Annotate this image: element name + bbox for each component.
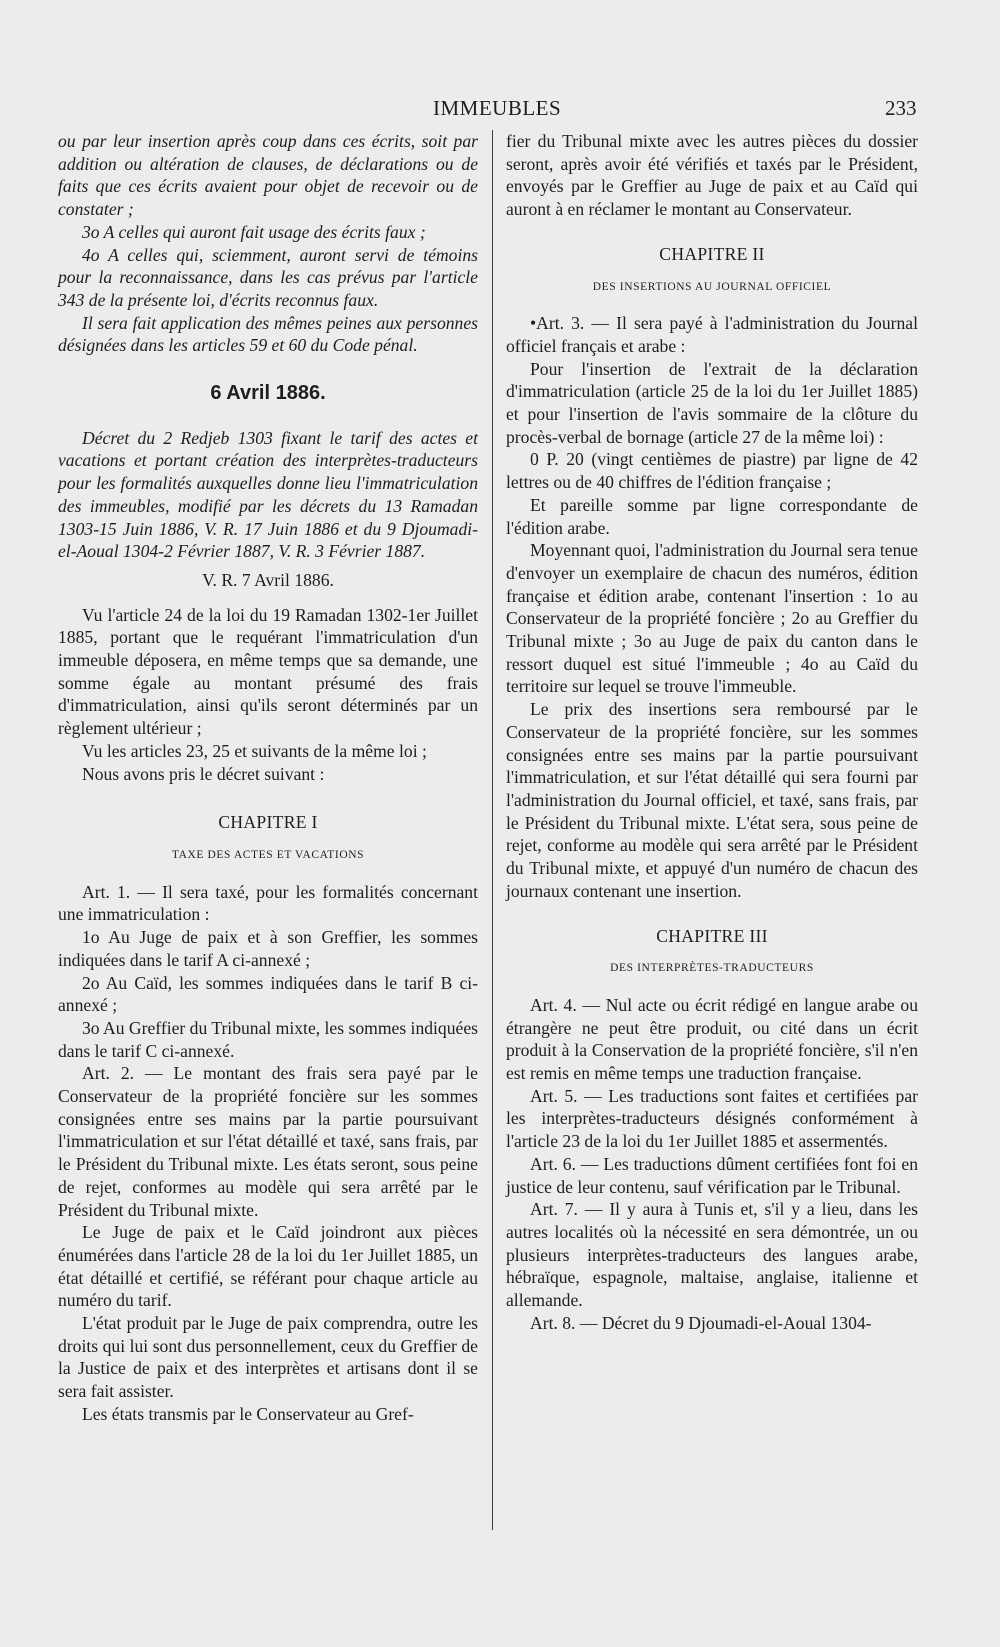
running-head — [0, 96, 1000, 126]
chapter-subtitle: DES INTERPRÈTES-TRADUCTEURS — [610, 962, 814, 975]
chapter-title: CHAPITRE III — [656, 925, 768, 946]
chapter-title: CHAPITRE II — [659, 243, 765, 264]
paragraph: Vu les articles 23, 25 et suivants de la même loi ; — [82, 740, 427, 761]
paragraph: 3o A celles qui auront fait usage des écrits faux ; — [82, 221, 426, 242]
article-paragraph: Art. 4. — Nul acte ou écrit rédigé en langue arabe ou étrangère ne peut être produit, ou cité dans un écrit produit à la Conservation de la propriété foncière, s'il n'en est remis en même temps une traduction française. — [506, 994, 918, 1084]
vr-reference: V. R. 7 Avril 1886. — [202, 569, 334, 590]
paragraph: 2o Au Caïd, les sommes indiquées dans le tarif B ci-annexé ; — [58, 972, 478, 1016]
paragraph: Le prix des insertions sera remboursé par le Conservateur de la propriété foncière, sur les sommes consignées entre ses mains par la partie poursuivant l'immatriculation, et sur l'état détaillé qui sera fourni par l'administration du Journal officiel, et taxé, sans frais, par le Président du Tribunal mixte. L'état sera, sous peine de rejet, conforme au modèle qui sera arrêté par le Président du Tribunal mixte, et appuyé d'un numéro de chacun des journaux contenant une insertion. — [506, 699, 918, 901]
article-paragraph: Art. 7. — Il y aura à Tunis et, s'il y a lieu, dans les autres localités où la nécessité en sera démontrée, un ou plusieurs interprètes-traducteurs des langues arabe, hébraïque, espagnole, maltaise, anglaise, italienne et allemande. — [506, 1199, 918, 1311]
page-number: 233 — [885, 96, 917, 120]
paragraph: 1o Au Juge de paix et à son Greffier, les sommes indiquées dans le tarif A ci-annexé ; — [58, 927, 478, 970]
article-paragraph: Art. 6. — Les traductions dûment certifiées font foi en justice de leur contenu, sauf vérification par le Tribunal. — [506, 1153, 918, 1197]
paragraph: Moyennant quoi, l'administration du Journal sera tenue d'envoyer un exemplaire de chacun des numéros, édition française et édition arabe, contenant l'insertion : 1o au Conservateur de la propriété foncière ; 2o au Greffier du Tribunal mixte ; 3o au Juge de paix du canton dans le ressort duquel est situé l'immeuble ; 4o au Caïd du territoire sur lequel se trouve l'immeuble. — [506, 540, 918, 697]
paragraph: ou par leur insertion après coup dans ces écrits, soit par addition ou altération de clauses, de déclarations ou de faits que ces écrits avaient pour objet de recevoir ou de constater ; — [58, 131, 478, 220]
paragraph: 3o Au Greffier du Tribunal mixte, les sommes indiquées dans le tarif C ci-annexé. — [58, 1017, 478, 1061]
chapter-subtitle: TAXE DES ACTES ET VACATIONS — [171, 848, 365, 861]
paragraph: Vu l'article 24 de la loi du 19 Ramadan 1302-1er Juillet 1885, portant que le requérant l'immatriculation d'un immeuble déposera, en même temps que sa demande, une somme égale au montant présumé des frais d'immatriculation, ainsi qu'ils seront déterminés par un règlement ultérieur ; — [58, 604, 478, 739]
paragraph: fier du Tribunal mixte avec les autres pièces du dossier seront, après avoir été vérifiés et taxés par le Président, envoyés par le Greffier au Juge de paix et au Caïd qui auront à en réclamer le montant au Conservateur. — [506, 131, 918, 220]
date-heading: 6 Avril 1886. — [210, 382, 326, 405]
left-column — [58, 130, 478, 1426]
column-divider — [492, 130, 493, 1530]
article-paragraph: Art. 5. — Les traductions sont faites et certifiées par les interprètes-traducteurs désignés conformément à l'article 23 de la loi du 1er Juillet 1885 et assermentés. — [506, 1085, 918, 1152]
running-title: IMMEUBLES — [433, 96, 562, 120]
paragraph: Pour l'insertion de l'extrait de la déclaration d'immatriculation (article 25 de la loi du 1er Juillet 1885) et pour l'insertion de l'avis sommaire de la clôture du procès-verbal de bornage (article 27 de la même loi) : — [506, 358, 918, 447]
chapter-subtitle: DES INSERTIONS AU JOURNAL OFFICIEL — [592, 280, 832, 293]
paragraph: Le Juge de paix et le Caïd joindront aux pièces énumérées dans l'article 28 de la loi du 1er Juillet 1885, un état détaillé et certifié, se référant pour chaque article au numéro du tarif. — [58, 1222, 478, 1311]
paragraph: Il sera fait application des mêmes peines aux personnes désignées dans les articles 59 et 60 du Code pénal. — [58, 312, 478, 356]
chapter-title: CHAPITRE I — [218, 812, 318, 833]
paragraph: Les états transmis par le Conservateur au Gref- — [82, 1403, 414, 1424]
paragraph: 4o A celles qui, sciemment, auront servi de témoins pour la reconnaissance, dans les cas prévus par l'article 343 de la présente loi, d'écrits reconnus faux. — [58, 244, 478, 310]
paragraph: L'état produit par le Juge de paix comprendra, outre les droits qui lui sont dus personnellement, ceux du Greffier de la Justice de paix et des interprètes et artisans dont il se sera fait assister. — [58, 1313, 478, 1402]
paragraph: Nous avons pris le décret suivant : — [82, 763, 325, 784]
decree-title: Décret du 2 Redjeb 1303 fixant le tarif des actes et vacations et portant création des interprètes-traducteurs pour les formalités auxquelles donne lieu l'immatriculation des immeubles, modifié par les décrets du 13 Ramadan 1303-15 Juin 1886, V. R. 17 Juin 1886 et du 9 Djoumadi-el-Aoual 1304-2 Février 1887, V. R. 3 Février 1887. — [58, 427, 478, 562]
paragraph: 0 P. 20 (vingt centièmes de piastre) par ligne de 42 lettres ou de 40 chiffres de l'édition française ; — [506, 449, 918, 493]
right-column — [506, 130, 918, 1334]
article-paragraph: Art. 2. — Le montant des frais sera payé par le Conservateur de la propriété foncière sur les sommes consignées entre ses mains par la partie poursuivant l'immatriculation et sur l'état détaillé et taxé, sans frais, par le Président du Tribunal mixte. Les états seront, sous peine de rejet, conformes au modèle qui sera arrêté par le Président du Tribunal mixte. — [58, 1063, 478, 1220]
paragraph: Et pareille somme par ligne correspondante de l'édition arabe. — [506, 494, 918, 538]
article-paragraph: •Art. 3. — Il sera payé à l'administration du Journal officiel français et arabe : — [506, 313, 918, 356]
article-paragraph: Art. 8. — Décret du 9 Djoumadi-el-Aoual 1304- — [530, 1312, 872, 1333]
article-paragraph: Art. 1. — Il sera taxé, pour les formalités concernant une immatriculation : — [58, 881, 478, 925]
